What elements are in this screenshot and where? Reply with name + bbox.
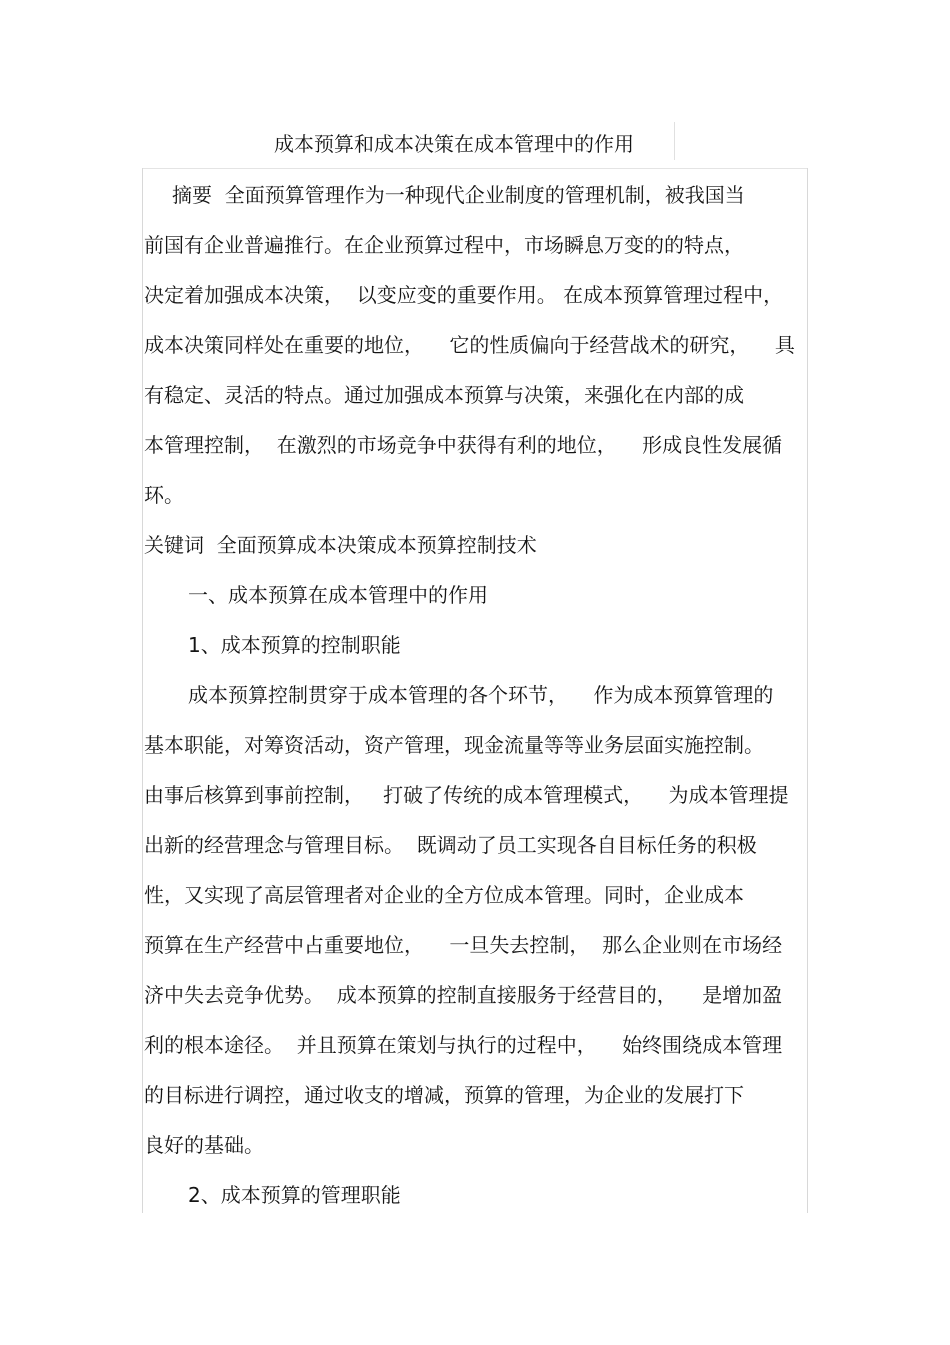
page-frame-top-border — [142, 168, 808, 169]
abstract-line-4: 成本决策同样处在重要的地位， 它的性质偏向于经营战术的研究， 具 — [144, 333, 795, 357]
keywords-line: 关键词 全面预算成本决策成本预算控制技术 — [144, 533, 537, 557]
body-line-10: 良好的基础。 — [144, 1133, 264, 1157]
page-frame-right-border — [807, 168, 808, 1213]
abstract-line-7: 环。 — [144, 483, 184, 507]
abstract-line-5: 有稳定、灵活的特点。通过加强成本预算与决策，来强化在内部的成 — [144, 383, 744, 407]
abstract-line-3: 决定着加强成本决策， 以变应变的重要作用。 在成本预算管理过程中， — [144, 283, 784, 307]
body-line-3: 由事后核算到事前控制， 打破了传统的成本管理模式， 为成本管理提 — [144, 783, 789, 807]
body-line-5: 性，又实现了高层管理者对企业的全方位成本管理。同时，企业成本 — [144, 883, 744, 907]
document-title: 成本预算和成本决策在成本管理中的作用 — [274, 132, 634, 156]
abstract-line-1: 摘要 全面预算管理作为一种现代企业制度的管理机制，被我国当 — [172, 183, 745, 207]
body-line-4: 出新的经营理念与管理目标。 既调动了员工实现各自目标任务的积极 — [144, 833, 757, 857]
subsection-heading-1: 1、成本预算的控制职能 — [188, 633, 401, 657]
body-line-2: 基本职能，对筹资活动，资产管理，现金流量等等业务层面实施控制。 — [144, 733, 764, 757]
body-line-8: 利的根本途径。 并且预算在策划与执行的过程中， 始终围绕成本管理 — [144, 1033, 783, 1057]
abstract-line-2: 前国有企业普遍推行。在企业预算过程中，市场瞬息万变的的特点， — [144, 233, 744, 257]
body-line-7: 济中失去竞争优势。 成本预算的控制直接服务于经营目的， 是增加盈 — [144, 983, 783, 1007]
subsection-heading-2: 2、成本预算的管理职能 — [188, 1183, 401, 1207]
abstract-line-6: 本管理控制， 在激烈的市场竞争中获得有利的地位， 形成良性发展循 — [144, 433, 783, 457]
title-divider-mark — [674, 122, 675, 160]
body-line-9: 的目标进行调控，通过收支的增减，预算的管理，为企业的发展打下 — [144, 1083, 744, 1107]
body-line-6: 预算在生产经营中占重要地位， 一旦失去控制， 那么企业则在市场经 — [144, 933, 783, 957]
page-frame-left-border — [142, 168, 143, 1213]
section-heading-1: 一、成本预算在成本管理中的作用 — [188, 583, 488, 607]
body-line-1: 成本预算控制贯穿于成本管理的各个环节， 作为成本预算管理的 — [188, 683, 774, 707]
